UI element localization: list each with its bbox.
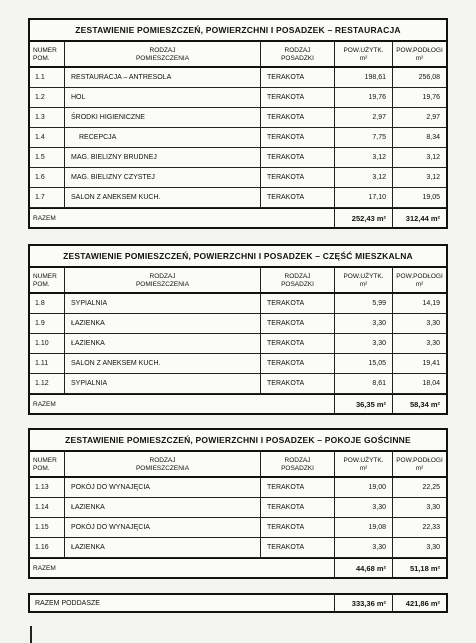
- total-row: [30, 208, 446, 227]
- cell-num: 1.7: [30, 188, 65, 207]
- cell-area: 256,08: [418, 74, 440, 81]
- cell-num: 1.4: [30, 128, 65, 147]
- cell-usable: 17,10: [335, 188, 393, 207]
- table-row: [30, 334, 446, 354]
- cell-floor: TERAKOTA: [261, 88, 335, 107]
- cell-name: ŁAZIENKA: [65, 334, 261, 353]
- table-header: [30, 268, 446, 294]
- cell-num: 1.16: [30, 538, 65, 557]
- table-row: [30, 188, 446, 208]
- table-row: [30, 148, 446, 168]
- cell-area: 8,34: [426, 134, 440, 141]
- table-row: [30, 518, 446, 538]
- table-row: [30, 314, 446, 334]
- cell-name: ŚRODKI HIGIENICZNE: [65, 108, 261, 127]
- cell-area: 3,30: [426, 320, 440, 327]
- table-row: [30, 294, 446, 314]
- total-label: RAZEM: [30, 559, 335, 577]
- table-row: [30, 128, 446, 148]
- cell-floor: TERAKOTA: [261, 354, 335, 373]
- cell-area: 3,12: [426, 154, 440, 161]
- total-label: RAZEM: [30, 209, 335, 227]
- cell-name: SALON Z ANEKSEM KUCH.: [65, 188, 261, 207]
- cell-num: 1.3: [30, 108, 65, 127]
- margin-line: [30, 626, 32, 643]
- cell-floor: TERAKOTA: [261, 538, 335, 557]
- total-usable: 44,68 m²: [335, 559, 393, 577]
- cell-num: 1.9: [30, 314, 65, 333]
- table-row: [30, 498, 446, 518]
- cell-name: ŁAZIENKA: [65, 498, 261, 517]
- cell-area: 2,97: [426, 114, 440, 121]
- cell-name: RECEPCJA: [65, 128, 261, 147]
- summary-label: RAZEM PODDASZE: [30, 595, 335, 611]
- table-row: [30, 538, 446, 558]
- cell-floor: TERAKOTA: [261, 148, 335, 167]
- cell-floor: TERAKOTA: [261, 68, 335, 87]
- cell-usable: 3,12: [335, 168, 393, 187]
- cell-usable: 7,75: [335, 128, 393, 147]
- header-num: NUMER POM.: [30, 268, 65, 292]
- total-area: 58,34 m²: [409, 399, 440, 409]
- cell-usable: 3,12: [335, 148, 393, 167]
- table-header: [30, 42, 446, 68]
- cell-area: 3,30: [426, 340, 440, 347]
- cell-usable: 15,05: [335, 354, 393, 373]
- table-title: ZESTAWIENIE POMIESZCZEŃ, POWIERZCHNI I POSADZEK – POKOJE GOŚCINNE: [30, 430, 446, 452]
- cell-name: ŁAZIENKA: [65, 538, 261, 557]
- total-row: [30, 558, 446, 577]
- header-floor-area: POW.PODŁOGI m²: [396, 46, 443, 62]
- cell-usable: 2,97: [335, 108, 393, 127]
- cell-usable: 3,30: [335, 314, 393, 333]
- table-title: ZESTAWIENIE POMIESZCZEŃ, POWIERZCHNI I POSADZEK – CZĘŚĆ MIESZKALNA: [30, 246, 446, 268]
- header-floor: RODZAJ POSADZKI: [261, 268, 335, 292]
- cell-usable: 19,08: [335, 518, 393, 537]
- total-area: 312,44 m²: [405, 213, 440, 223]
- header-usable: POW.UŻYTK. m²: [335, 268, 393, 292]
- summary-usable: 333,36 m²: [335, 595, 393, 611]
- table-title: ZESTAWIENIE POMIESZCZEŃ, POWIERZCHNI I POSADZEK – RESTAURACJA: [30, 20, 446, 42]
- total-usable: 36,35 m²: [335, 395, 393, 413]
- total-label: RAZEM: [30, 395, 335, 413]
- cell-floor: TERAKOTA: [261, 128, 335, 147]
- table-czesc-mieszkalna: [28, 244, 448, 415]
- header-num: NUMER POM.: [30, 452, 65, 476]
- cell-area: 19,05: [422, 194, 440, 201]
- cell-name: HOL: [65, 88, 261, 107]
- cell-usable: 3,30: [335, 538, 393, 557]
- cell-floor: TERAKOTA: [261, 498, 335, 517]
- cell-floor: TERAKOTA: [261, 168, 335, 187]
- cell-floor: TERAKOTA: [261, 294, 335, 313]
- header-floor-area: POW.PODŁOGI m²: [396, 272, 443, 288]
- cell-num: 1.2: [30, 88, 65, 107]
- cell-floor: TERAKOTA: [261, 108, 335, 127]
- summary-area: 421,86 m²: [405, 598, 440, 608]
- cell-num: 1.5: [30, 148, 65, 167]
- summary-row: [28, 593, 448, 613]
- header-name: RODZAJ POMIESZCZENIA: [65, 42, 261, 66]
- table-pokoje-goscinne: [28, 428, 448, 579]
- header-name: RODZAJ POMIESZCZENIA: [65, 452, 261, 476]
- table-row: [30, 168, 446, 188]
- header-usable: POW.UŻYTK. m²: [335, 42, 393, 66]
- cell-usable: 19,76: [335, 88, 393, 107]
- cell-num: 1.1: [30, 68, 65, 87]
- cell-num: 1.11: [30, 354, 65, 373]
- cell-area: 19,76: [422, 94, 440, 101]
- cell-area: 14,19: [422, 300, 440, 307]
- cell-floor: TERAKOTA: [261, 374, 335, 393]
- cell-name: ŁAZIENKA: [65, 314, 261, 333]
- header-floor-area: POW.PODŁOGI m²: [396, 456, 443, 472]
- cell-num: 1.15: [30, 518, 65, 537]
- cell-area: 3,12: [426, 174, 440, 181]
- cell-area: 22,25: [422, 484, 440, 491]
- cell-usable: 3,30: [335, 334, 393, 353]
- cell-name: SYPIALNIA: [65, 374, 261, 393]
- cell-num: 1.12: [30, 374, 65, 393]
- table-row: [30, 68, 446, 88]
- header-floor: RODZAJ POSADZKI: [261, 452, 335, 476]
- cell-area: 19,41: [422, 360, 440, 367]
- cell-num: 1.6: [30, 168, 65, 187]
- cell-name: MAG. BIELIZNY CZYSTEJ: [65, 168, 261, 187]
- cell-name: RESTAURACJA – ANTRESOLA: [65, 68, 261, 87]
- cell-usable: 8,61: [335, 374, 393, 393]
- cell-area: 22,33: [422, 524, 440, 531]
- cell-num: 1.13: [30, 478, 65, 497]
- total-usable: 252,43 m²: [335, 209, 393, 227]
- cell-usable: 19,00: [335, 478, 393, 497]
- cell-name: POKÓJ DO WYNAJĘCIA: [65, 518, 261, 537]
- table-row: [30, 374, 446, 394]
- header-floor: RODZAJ POSADZKI: [261, 42, 335, 66]
- cell-usable: 3,30: [335, 498, 393, 517]
- cell-usable: 5,99: [335, 294, 393, 313]
- cell-name: POKÓJ DO WYNAJĘCIA: [65, 478, 261, 497]
- cell-floor: TERAKOTA: [261, 188, 335, 207]
- header-num: NUMER POM.: [30, 42, 65, 66]
- cell-area: 3,30: [426, 504, 440, 511]
- cell-area: 18,04: [422, 380, 440, 387]
- header-usable: POW.UŻYTK. m²: [335, 452, 393, 476]
- cell-usable: 198,61: [335, 68, 393, 87]
- cell-name: SALON Z ANEKSEM KUCH.: [65, 354, 261, 373]
- cell-num: 1.10: [30, 334, 65, 353]
- cell-floor: TERAKOTA: [261, 314, 335, 333]
- cell-num: 1.8: [30, 294, 65, 313]
- table-row: [30, 108, 446, 128]
- cell-floor: TERAKOTA: [261, 334, 335, 353]
- table-header: [30, 452, 446, 478]
- table-row: [30, 88, 446, 108]
- total-row: [30, 394, 446, 413]
- header-name: RODZAJ POMIESZCZENIA: [65, 268, 261, 292]
- table-row: [30, 478, 446, 498]
- cell-name: SYPIALNIA: [65, 294, 261, 313]
- cell-num: 1.14: [30, 498, 65, 517]
- cell-name: MAG. BIELIZNY BRUDNEJ: [65, 148, 261, 167]
- total-area: 51,18 m²: [409, 563, 440, 573]
- cell-area: 3,30: [426, 544, 440, 551]
- cell-floor: TERAKOTA: [261, 518, 335, 537]
- table-restauracja: [28, 18, 448, 229]
- cell-floor: TERAKOTA: [261, 478, 335, 497]
- table-row: [30, 354, 446, 374]
